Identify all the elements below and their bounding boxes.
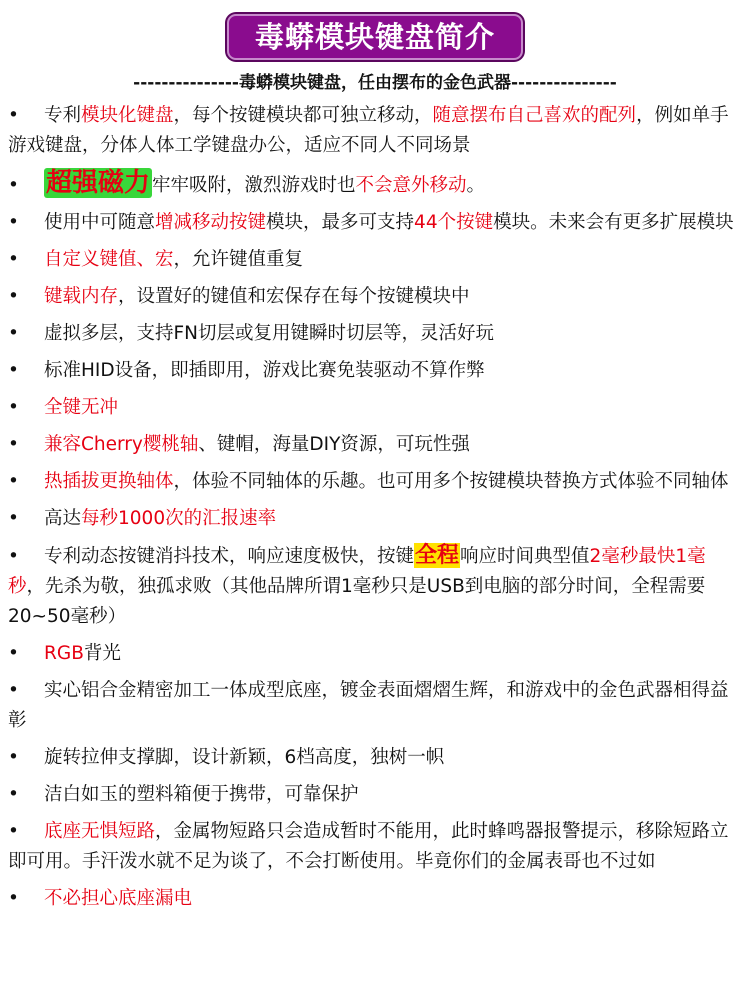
page-title: 毒蟒模块键盘简介 [227,14,523,60]
feature-item [0,743,750,773]
highlighted-text: 全键无冲 [44,397,119,418]
highlighted-text: 不会意外移动 [355,175,467,196]
feature-item [0,504,750,534]
bullet-icon: • [8,434,19,455]
item-text: 洁白如玉的塑料箱便于携带，可靠保护 [44,784,359,805]
highlighted-text: 全程 [415,543,460,568]
highlighted-text: 兼容Cherry樱桃轴 [44,434,199,455]
highlighted-text: 不必担心底座漏电 [44,888,193,909]
item-text: 专利动态按键消抖技术，响应速度极快，按键 [44,546,415,567]
feature-item [0,319,750,349]
item-text: 牢牢吸附，激烈游戏时也 [152,175,356,196]
subtitle: ---------------毒蟒模块键盘，任由摆布的金色武器--------------- [133,73,617,93]
bullet-icon: • [8,360,19,381]
highlighted-text: 增减移动按键 [155,212,267,233]
item-text: 专利 [44,105,82,126]
feature-item [0,393,750,423]
bullet-icon: • [8,105,19,126]
feature-item [0,884,750,914]
title-banner [0,14,750,60]
bullet-icon: • [8,471,19,492]
bullet-icon: • [8,397,19,418]
bullet-icon: • [8,680,19,701]
feature-item [0,467,750,497]
item-text: 模块。未来会有更多扩展模块 [493,212,734,233]
bullet-icon: • [8,643,19,664]
item-text: ，允许键值重复 [173,249,304,270]
bullet-icon: • [8,249,19,270]
item-text: ，先杀为敬，独孤求败（其他品牌所谓1毫秒只是USB到电脑的部分时间，全程需要20~50毫秒） [8,576,706,627]
highlighted-text: 超强磁力 [46,168,151,198]
feature-item [0,282,750,312]
highlighted-text: 热插拔更换轴体 [44,471,174,492]
feature-item [0,245,750,275]
item-text: 虚拟多层，支持FN切层或复用键瞬时切层等，灵活好玩 [44,323,494,344]
bullet-icon: • [8,784,19,805]
bullet-icon: • [8,175,19,196]
highlighted-text: 2毫秒最快1毫秒 [8,546,706,597]
highlighted-text: 随意摆布自己喜欢的配列 [432,105,637,126]
item-text: ，金属物短路只会造成暂时不能用，此时蜂鸣器报警提示，移除短路立即可用。手汗泼水就不足为谈了，不会打断使用。毕竟你们的金属表哥也不过如 [8,821,729,872]
highlighted-text: RGB [44,643,84,664]
item-text: 标准HID设备，即插即用，游戏比赛免装驱动不算作弊 [44,360,485,381]
bullet-icon: • [8,323,19,344]
feature-item [0,639,750,669]
highlighted-text: 键载内存 [44,286,119,307]
feature-item [0,541,750,632]
bullet-icon: • [8,546,19,567]
item-text: 。 [466,175,486,196]
feature-item [0,101,750,161]
item-text: ，体验不同轴体的乐趣。也可用多个按键模块替换方式体验不同轴体 [173,471,729,492]
item-text: 背光 [83,643,121,664]
feature-item [0,780,750,810]
item-text: 响应时间典型值 [460,546,590,567]
item-text: ，每个按键模块都可独立移动， [173,105,433,126]
item-text: 模块，最多可支持 [266,212,415,233]
item-text: 旋转拉伸支撑脚，设计新颖，6档高度，独树一帜 [44,747,445,768]
item-text: 使用中可随意 [44,212,156,233]
feature-item [0,676,750,736]
feature-item [0,817,750,877]
highlighted-text: 模块化键盘 [81,105,174,126]
bullet-icon: • [8,747,19,768]
item-text: 实心铝合金精密加工一体成型底座，镀金表面熠熠生辉，和游戏中的金色武器相得益彰 [8,680,729,731]
bullet-icon: • [8,212,19,233]
feature-item [0,208,750,238]
bullet-icon: • [8,286,19,307]
item-text: ，设置好的键值和宏保存在每个按键模块中 [118,286,470,307]
bullet-icon: • [8,888,19,909]
item-text: 高达 [44,508,82,529]
bullet-icon: • [8,508,19,529]
highlighted-text: 底座无惧短路 [44,821,156,842]
highlighted-text: 44个按键 [414,212,494,233]
highlighted-text: 每秒1000次的汇报速率 [81,508,277,529]
feature-list [0,101,750,921]
feature-item [0,356,750,386]
item-text: 、键帽，海量DIY资源，可玩性强 [198,434,470,455]
feature-item [0,430,750,460]
item-text: ，例如单手游戏键盘，分体人体工学键盘办公，适应不同人不同场景 [8,105,729,156]
highlighted-text: 自定义键值、宏 [44,249,174,270]
feature-item [0,168,750,201]
bullet-icon: • [8,821,19,842]
